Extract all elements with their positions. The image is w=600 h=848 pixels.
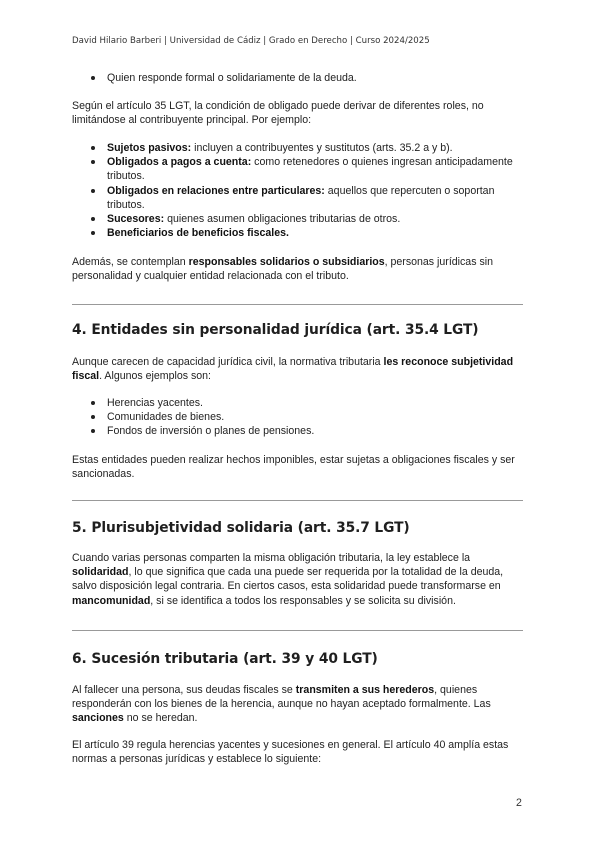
- bullet-icon: [91, 189, 95, 193]
- roles-list: [72, 141, 527, 240]
- section-5-title: 5. Plurisubjetividad solidaria (art. 35.7 LGT): [72, 520, 410, 536]
- bullet-icon: [91, 217, 95, 221]
- list-item: Sujetos pasivos: incluyen a contribuyentes y sustitutos (arts. 35.2 a y b).: [72, 141, 527, 155]
- list-item: Quien responde formal o solidariamente de la deuda.: [72, 71, 527, 85]
- bullet-icon: [91, 415, 95, 419]
- list-item: Obligados a pagos a cuenta: como retenedores o quienes ingresan anticipadamente tributos.: [72, 155, 527, 183]
- section-6-body: Al fallecer una persona, sus deudas fiscales se transmiten a sus herederos, quienes responderán con los bienes de la herencia, aunque no hayan aceptado formalmente. Las sanciones no se heredan.: [72, 684, 491, 725]
- entities-list: [72, 396, 527, 439]
- divider: [72, 500, 523, 501]
- list-item: Sucesores: quienes asumen obligaciones tributarias de otros.: [72, 212, 527, 226]
- paragraph-ademas: Además, se contemplan responsables solidarios o subsidiarios, personas jurídicas sin personalidad y cualquier entidad relacionada con el tributo.: [72, 256, 493, 283]
- divider: [72, 304, 523, 305]
- section-4-title: 4. Entidades sin personalidad jurídica (art. 35.4 LGT): [72, 322, 479, 338]
- list-item: Beneficiarios de beneficios fiscales.: [72, 226, 527, 240]
- section-4-closing: Estas entidades pueden realizar hechos imponibles, estar sujetas a obligaciones fiscales y ser sancionadas.: [72, 454, 515, 481]
- section-4-intro: Aunque carecen de capacidad jurídica civil, la normativa tributaria les reconoce subjetividad fiscal. Algunos ejemplos son:: [72, 356, 514, 383]
- divider: [72, 630, 523, 631]
- bullet-icon: [91, 160, 95, 164]
- bullet-icon: [91, 146, 95, 150]
- list-item: Comunidades de bienes.: [72, 410, 527, 424]
- list-item: Obligados en relaciones entre particulares: aquellos que repercuten o soportan tributos.: [72, 184, 527, 212]
- section-6-title: 6. Sucesión tributaria (art. 39 y 40 LGT): [72, 651, 378, 667]
- list-item: Fondos de inversión o planes de pensiones.: [72, 424, 527, 438]
- bullet-icon: [91, 401, 95, 405]
- bullet-icon: [91, 429, 95, 433]
- page-header: David Hilario Barberi | Universidad de Cádiz | Grado en Derecho | Curso 2024/2025: [72, 36, 430, 46]
- page-number: 2: [516, 797, 522, 809]
- bullet-icon: [91, 76, 95, 80]
- paragraph-art35: Según el artículo 35 LGT, la condición de obligado puede derivar de diferentes roles, no limitándose al contribuyente principal. Por ejemplo:: [72, 100, 484, 127]
- continued-list: [72, 71, 527, 85]
- bullet-icon: [91, 231, 95, 235]
- section-6-para2: El artículo 39 regula herencias yacentes y sucesiones en general. El artículo 40 amplía estas normas a personas jurídicas y establece lo siguiente:: [72, 739, 509, 766]
- section-5-body: Cuando varias personas comparten la misma obligación tributaria, la ley establece la solidaridad, lo que significa que cada una puede ser requerida por la totalidad de la deuda, salvo disposición legal contraria. En ciertos casos, esta solidaridad puede transformarse en mancomunidad, si se identifica a todos los responsables y se solicita su división.: [72, 552, 504, 607]
- list-item: Herencias yacentes.: [72, 396, 527, 410]
